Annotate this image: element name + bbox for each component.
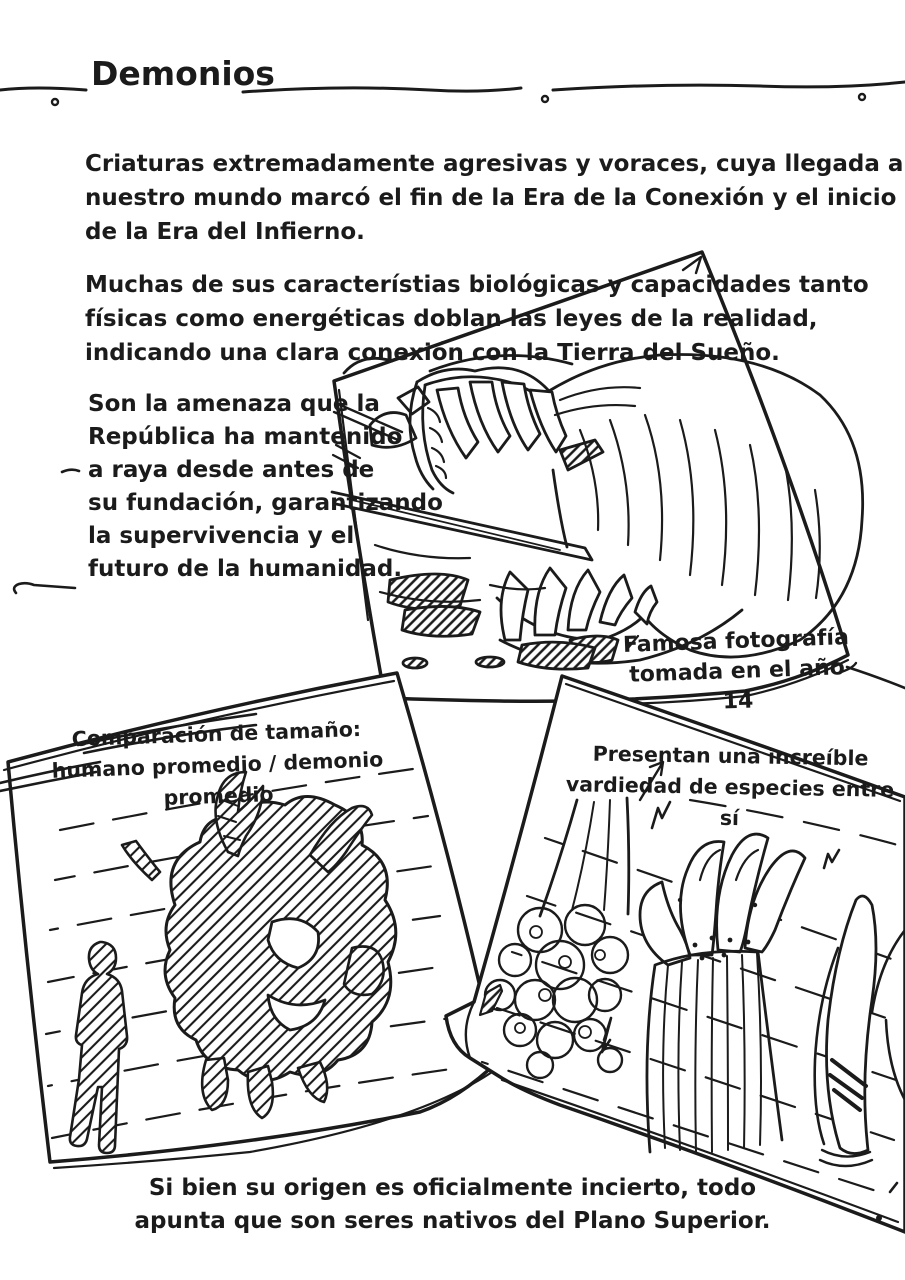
- intro-paragraph-2: [85, 268, 869, 370]
- paragraph-line: Criaturas extremadamente agresivas y voraces, cuya llegada a: [85, 151, 904, 177]
- caption-line: vardiedad de especies entre sí: [565, 772, 895, 831]
- caption-line: Comparación de tamaño:: [71, 716, 362, 752]
- paragraph-line: a raya desde antes de: [88, 457, 375, 483]
- paragraph-line: nuestro mundo marcó el fin de la Era de la Conexión y el inicio: [85, 185, 897, 211]
- page-title: Demonios: [91, 54, 275, 93]
- paragraph-line: futuro de la humanidad.: [88, 556, 403, 582]
- caption-line: humano promedio / demonio promedio: [51, 747, 384, 810]
- caption-species-variety: [554, 738, 905, 837]
- paragraph-line: Son la amenaza que la: [88, 391, 380, 417]
- intro-paragraph-3: [88, 388, 443, 586]
- footer-note: [0, 1172, 905, 1238]
- paragraph-line: de la Era del Infierno.: [85, 219, 365, 245]
- paragraph-line: indicando una clara conexión con la Tierra del Sueño.: [85, 340, 780, 366]
- caption-line: tomada en el año 14: [628, 655, 846, 715]
- footer-line: Si bien su origen es oficialmente incierto, todo: [148, 1175, 757, 1201]
- paragraph-line: físicas como energéticas doblan las leyes de la realidad,: [85, 306, 818, 332]
- caption-famous-photo: [611, 623, 864, 722]
- paragraph-line: Muchas de sus característias biológicas y capacidades tanto: [85, 272, 869, 298]
- footer-line: apunta que son seres nativos del Plano Superior.: [134, 1208, 771, 1234]
- paragraph-line: República ha mantenido: [88, 424, 403, 450]
- intro-paragraph-1: [85, 147, 903, 249]
- paragraph-line: la supervivencia y el: [88, 523, 355, 549]
- caption-line: Famosa fotografía: [622, 625, 850, 658]
- caption-size-comparison: [23, 712, 411, 818]
- paragraph-line: su fundación, garantizando: [88, 490, 443, 516]
- caption-line: Presentan una increíble: [592, 741, 869, 771]
